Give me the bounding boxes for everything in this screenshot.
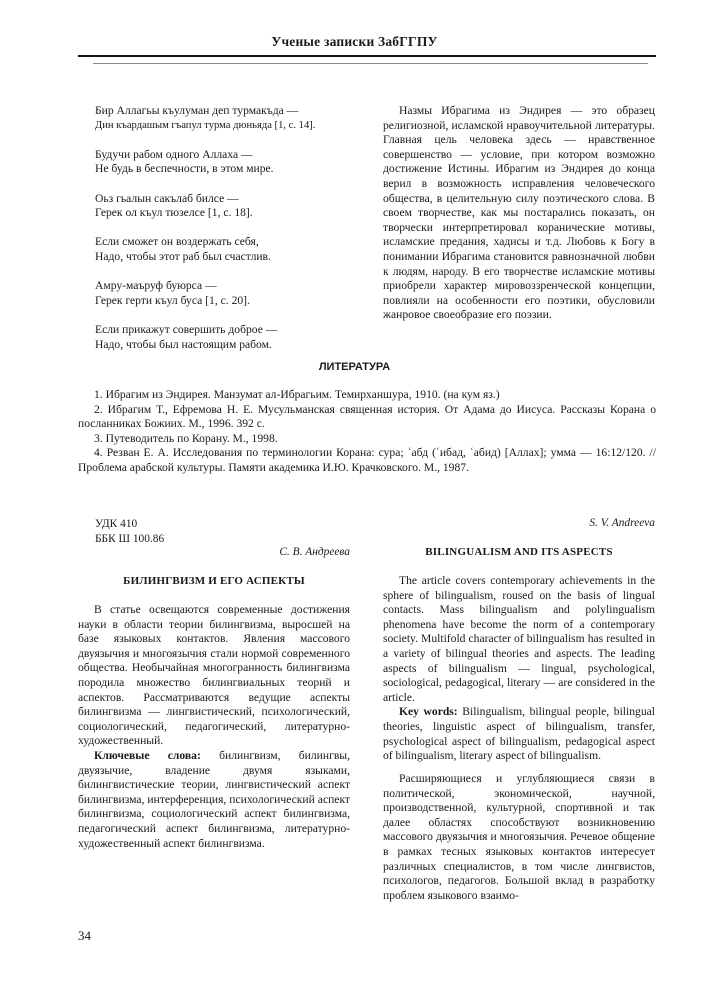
verse-stanza	[95, 323, 365, 352]
verse-line: Надо, чтобы этот раб был счастлив.	[95, 249, 271, 263]
journal-title: Ученые записки ЗабГГПУ	[271, 34, 438, 49]
keywords-ru-label: Ключевые слова:	[94, 748, 201, 762]
abstract-ru	[78, 603, 350, 851]
udk-code: УДК 410	[95, 518, 138, 530]
reference-item: 2. Ибрагим Т., Ефремова Н. Е. Мусульманская священная история. От Адама до Иисуса. Рассказы Корана о посланниках Божиих. М., 1996. 392 с.	[78, 402, 656, 431]
body-text	[383, 772, 655, 903]
keywords-en	[383, 705, 655, 763]
body-paragraph: Расширяющиеся и углубляющиеся связи в политической, экономической, научной, производственной, культурной, спортивной и так далее областях способствуют возникновению массового двуязычия и многоязычия. Речевое общение в рамках тесных языковых контактов интересует различных специалистов, в том числе лингвистов, психологов, педагогов. Большой вклад в разработку проблем языкового взаимо-	[383, 772, 655, 902]
verse-line: Если сможет он воздержать себя,	[95, 235, 259, 249]
abstract-en-text: The article covers contemporary achievements in the sphere of bilingualism, roused on the basis of lingual contacts. Mass bilingualism and polylingualism phenomena have become the norm of a contemporary society. Multifold character of bilingualism has resulted in a variety of bilingual theories and aspects. The leading aspects of bilingualism — lingual, psychological, sociological, pedagogical, literary — are considered in the article.	[383, 574, 655, 704]
verse-line: Если прикажут совершить доброе —	[95, 322, 278, 336]
verse-line: Бир Аллагьы къулуман деп турмакъда —	[95, 104, 299, 117]
abstract-ru-text: В статье освещаются современные достижения науки в области теории билингвизма, выросшей на базе языковых контактов. Явления массового двуязычия и многоязычия стали нормой современного общества. Необычайная многогранность билингвизма породила множество билингвиальных теорий и аспектов. Рассматриваются ведущие аспекты билингвизма — лингвистический, психологический, социологический, педагогический, литературно-художественный.	[78, 603, 350, 748]
verse-stanza	[95, 279, 365, 308]
author-ru: С. В. Андреева	[279, 546, 350, 558]
reference-item: 3. Путеводитель по Корану. М., 1998.	[94, 431, 278, 445]
page-number: 34	[78, 928, 91, 943]
literature-heading: ЛИТЕРАТУРА	[318, 361, 391, 373]
header-rule	[78, 55, 656, 57]
verse-line: Не будь в беспечности, в этом мире.	[95, 162, 274, 176]
verse-line: Герек ол къул тюзелсе [1, с. 18].	[95, 206, 253, 220]
author-en: S. V. Andreeva	[589, 517, 655, 529]
conclusion-column	[383, 104, 655, 323]
abstract-en	[383, 574, 655, 764]
verse-stanza	[95, 148, 365, 177]
verse-line: Дин къардашым гъапул турма дюньяда [1, с. 14].	[95, 119, 316, 131]
article-title-en: BILINGUALISM AND ITS ASPECTS	[425, 546, 613, 558]
reference-item: 1. Ибрагим из Эндирея. Манзумат ал-Ибрагьим. Темирханшура, 1910. (на кум яз.)	[94, 388, 500, 401]
keywords-en-text: Bilingualism, bilingual people, bilingual theories, linguistic aspect of bilingualism, transfer, psychological aspect of bilingualism, pedagogical aspect of bilingualism, literary aspect of bilingualism.	[383, 705, 655, 763]
conclusion-paragraph: Назмы Ибрагима из Эндирея — это образец религиозной, исламской нравоучительной литературы. Главная цель человека здесь — нравственное совершенство — условие, при котором возможно достижение Истины. Ибрагим из Эндирея до конца верил в возможность исправления человеческого общества, в целительную силу поэтического слова. В своем творчестве, как мы постарались показать, он творчески интерпретировал коранические мотивы, исламские предания, хадисы и т.д. Любовь к Богу в понимании Ибрагима становится равнозначной любви к людям, народу. В его творчестве исламские мотивы приобрели характер мировоззренческой концепции, повлияли на особенности его поэтики, обусловили жанровое своеобразие его поэзии.	[383, 104, 655, 322]
header-subrule	[93, 63, 648, 64]
verse-line: Амру-маъруф буюрса —	[95, 279, 217, 293]
verse-block	[95, 104, 365, 352]
keywords-ru-text: билингвизм, билингвы, двуязычие, владение двумя языками, билингвистические теории, лингвистический аспект билингвизма, интерференция, психологический аспект билингвизма, социологический аспект билингвизма, педагогический аспект билингвизма, литературно-художественный аспект билингвизма.	[78, 748, 350, 850]
verse-line: Будучи рабом одного Аллаха —	[95, 147, 253, 161]
verse-line: Герек герти къул буса [1, с. 20].	[95, 293, 250, 307]
verse-stanza	[95, 104, 365, 133]
keywords-ru	[78, 749, 350, 851]
reference-list	[78, 388, 656, 476]
verse-line: Надо, чтобы был настоящим рабом.	[95, 337, 272, 351]
bbk-code: ББК Ш 100.86	[95, 533, 165, 545]
reference-item: 4. Резван Е. А. Исследования по терминологии Корана: сура; ʿабд (ʿибад, ʿабид) [Аллах]; умма — 16:12/120. // Проблема арабской культуры. Памяти академика И.Ю. Крачковского. М., 1987.	[78, 446, 656, 474]
verse-stanza	[95, 192, 365, 221]
verse-stanza	[95, 235, 365, 264]
article-title-ru: БИЛИНГВИЗМ И ЕГО АСПЕКТЫ	[123, 575, 305, 587]
verse-line: Оьз гьалын сакълаб билсе —	[95, 191, 239, 205]
keywords-en-label: Key words:	[399, 705, 458, 719]
